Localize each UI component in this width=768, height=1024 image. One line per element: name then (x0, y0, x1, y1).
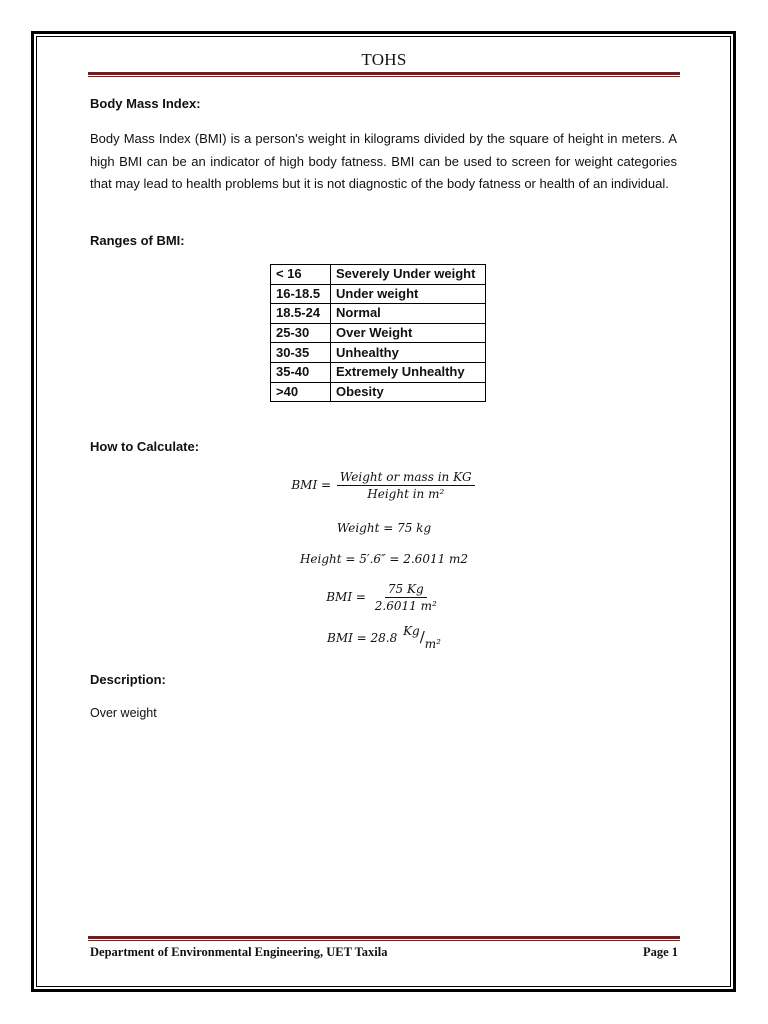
formula-denominator: Height in m² (367, 487, 445, 501)
range-cell: >40 (271, 382, 331, 402)
range-cell: 30-35 (271, 343, 331, 363)
category-cell: Extremely Unhealthy (331, 362, 486, 382)
ranges-heading: Ranges of BMI: (90, 233, 185, 248)
footer-rule (88, 936, 680, 941)
header-rule (88, 72, 680, 77)
header-title: TOHS (361, 50, 407, 69)
calculate-heading: How to Calculate: (90, 439, 200, 454)
range-cell: 16-18.5 (271, 284, 331, 304)
category-cell: Normal (331, 304, 486, 324)
table-row (271, 323, 486, 343)
table-row (271, 304, 486, 324)
table-row (271, 382, 486, 402)
footer-page-number: Page 1 (642, 945, 678, 959)
weight-line: Weight = 75 kg (336, 521, 432, 535)
description-text: Over weight (90, 706, 157, 720)
calc-numerator: 75 Kg (385, 582, 427, 598)
bmi-heading: Body Mass Index: (90, 96, 201, 111)
result-unit-slash: / (419, 628, 425, 646)
result-unit-bottom: m² (424, 637, 441, 651)
category-cell: Over Weight (331, 323, 486, 343)
formula-numerator: Weight or mass in KG (337, 470, 475, 486)
footer-department: Department of Environmental Engineering, UET Taxila (90, 945, 388, 959)
formula-fraction (337, 470, 475, 501)
range-cell: 18.5-24 (271, 304, 331, 324)
category-cell: Under weight (331, 284, 486, 304)
height-line: Height = 5′.6″ = 2.6011 m2 (299, 552, 469, 566)
category-cell: Severely Under weight (331, 265, 486, 285)
bmi-ranges-table (270, 264, 486, 402)
bmi-formula (0, 470, 768, 501)
table-row (271, 343, 486, 363)
category-cell: Obesity (331, 382, 486, 402)
description-heading: Description: (90, 672, 166, 687)
result-lhs: BMI = 28.8 (327, 631, 398, 645)
range-cell: 35-40 (271, 362, 331, 382)
table-row (271, 284, 486, 304)
category-cell: Unhealthy (331, 343, 486, 363)
bmi-result (0, 624, 768, 651)
table-row (271, 362, 486, 382)
result-unit-top: Kg (403, 624, 420, 638)
table-row (271, 265, 486, 285)
bmi-paragraph: Body Mass Index (BMI) is a person's weight in kilograms divided by the square of height in meters. A high BMI can be an indicator of high body fatness. BMI can be used to screen for weight categories that may lead to health problems but it is not diagnostic of the body fatness or health of an individual. (90, 131, 677, 191)
calc-denominator: 2.6011 m² (374, 599, 437, 613)
calc-lhs: BMI = (326, 590, 366, 604)
range-cell: 25-30 (271, 323, 331, 343)
range-cell: < 16 (271, 265, 331, 285)
bmi-calculation (0, 582, 768, 613)
formula-lhs: BMI = (291, 478, 332, 492)
calc-fraction (372, 582, 440, 613)
